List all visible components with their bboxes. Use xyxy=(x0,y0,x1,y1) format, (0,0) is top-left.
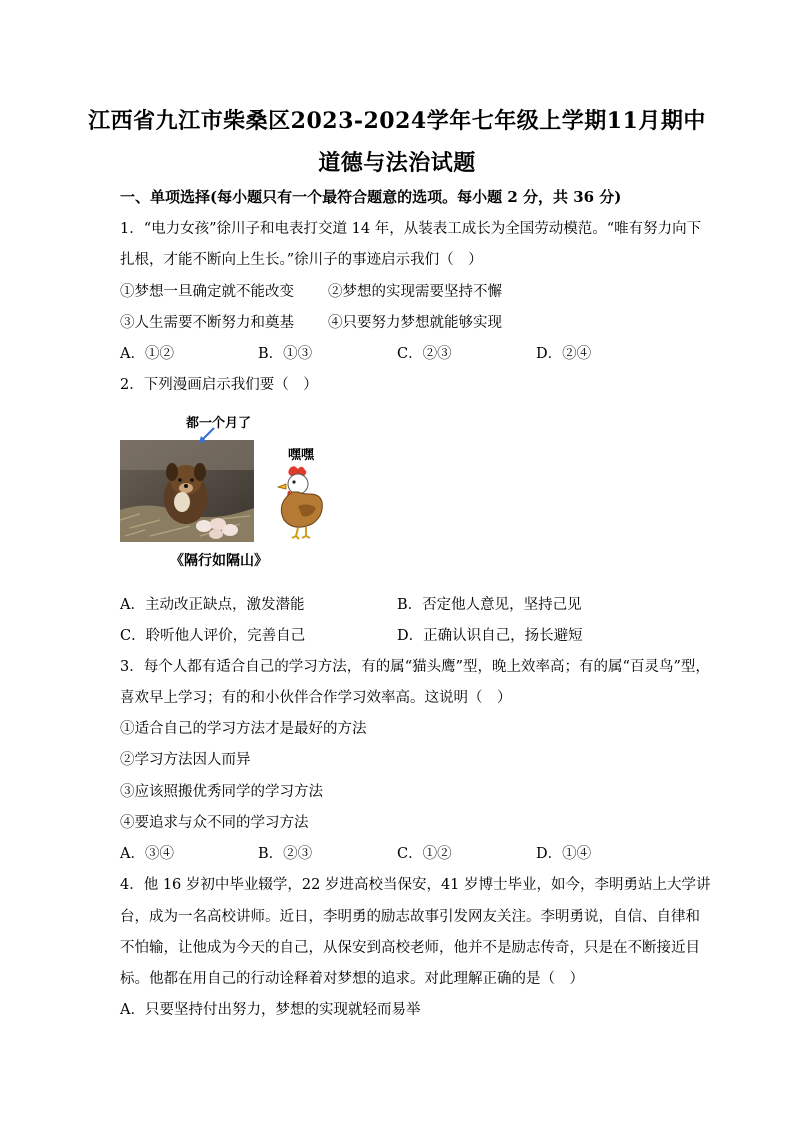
puppy-photo xyxy=(120,440,254,542)
q4-stem-line1: 4．他 16 岁初中毕业辍学，22 岁进高校当保安，41 岁博士毕业，如今，李明勇站上大学讲 xyxy=(120,877,711,893)
q3-option-a: A．③④ xyxy=(120,846,174,862)
q1-option-b: B．①③ xyxy=(258,346,313,362)
q4-option-a: A．只要坚持付出努力，梦想的实现就轻而易举 xyxy=(120,1002,421,1018)
cartoon-caption-top: 都一个月了 xyxy=(186,416,252,431)
hen-icon xyxy=(268,464,328,540)
cartoon-caption-bottom: 《隔行如隔山》 xyxy=(170,553,268,569)
cartoon-figure xyxy=(120,406,340,576)
q1-statement-1: ①梦想一旦确定就不能改变 xyxy=(120,284,294,300)
q2-option-d: D．正确认识自己，扬长避短 xyxy=(397,628,583,644)
q1-stem-line1: 1．“电力女孩”徐川子和电表打交道 14 年，从装表工成长为全国劳动模范。“唯有努力向下 xyxy=(120,221,702,237)
q1-option-d: D．②④ xyxy=(536,346,592,362)
q3-statement-3: ③应该照搬优秀同学的学习方法 xyxy=(120,784,323,800)
q3-stem-line2: 喜欢早上学习；有的和小伙伴合作学习效率高。这说明（ ） xyxy=(120,690,512,706)
q1-stem-line2: 扎根，才能不断向上生长。”徐川子的事迹启示我们（ ） xyxy=(120,252,483,268)
q3-statement-4: ④要追求与众不同的学习方法 xyxy=(120,815,309,831)
q2-option-b: B．否定他人意见，坚持己见 xyxy=(397,597,582,613)
q1-statement-2: ②梦想的实现需要坚持不懈 xyxy=(328,284,502,300)
q4-stem-line3: 不怕输，让他成为今天的自己，从保安到高校老师，他并不是励志传奇，只是在不断接近目 xyxy=(120,940,700,956)
arrow-icon xyxy=(196,426,218,446)
q2-option-c: C．聆听他人评价，完善自己 xyxy=(120,628,306,644)
q3-stem-line1: 3．每个人都有适合自己的学习方法，有的属“猫头鹰”型，晚上效率高；有的属“百灵鸟”型， xyxy=(120,659,710,675)
q1-statement-4: ④只要努力梦想就能够实现 xyxy=(328,315,502,331)
q3-option-b: B．②③ xyxy=(258,846,313,862)
q2-stem: 2．下列漫画启示我们要（ ） xyxy=(120,377,318,393)
q3-statement-2: ②学习方法因人而异 xyxy=(120,752,251,768)
q2-option-a: A．主动改正缺点，激发潜能 xyxy=(120,597,305,613)
q4-stem-line2: 台，成为一名高校讲师。近日，李明勇的励志故事引发网友关注。李明勇说，自信、自律和 xyxy=(120,909,700,925)
exam-title-line1: 江西省九江市柴桑区2023-2024学年七年级上学期11月期中 xyxy=(88,108,706,134)
exam-title-line2: 道德与法治试题 xyxy=(318,150,476,176)
section-heading: 一、单项选择(每小题只有一个最符合题意的选项。每小题 2 分，共 36 分) xyxy=(120,188,622,206)
q3-option-c: C．①② xyxy=(397,846,452,862)
q4-stem-line4: 标。他都在用自己的行动诠释着对梦想的追求。对此理解正确的是（ ） xyxy=(120,971,584,987)
q1-statement-3: ③人生需要不断努力和奠基 xyxy=(120,315,294,331)
cartoon-caption-hehe: 嘿嘿 xyxy=(288,448,315,463)
q3-statement-1: ①适合自己的学习方法才是最好的方法 xyxy=(120,721,367,737)
q1-option-a: A．①② xyxy=(120,346,174,362)
q3-option-d: D．①④ xyxy=(536,846,592,862)
q1-option-c: C．②③ xyxy=(397,346,452,362)
